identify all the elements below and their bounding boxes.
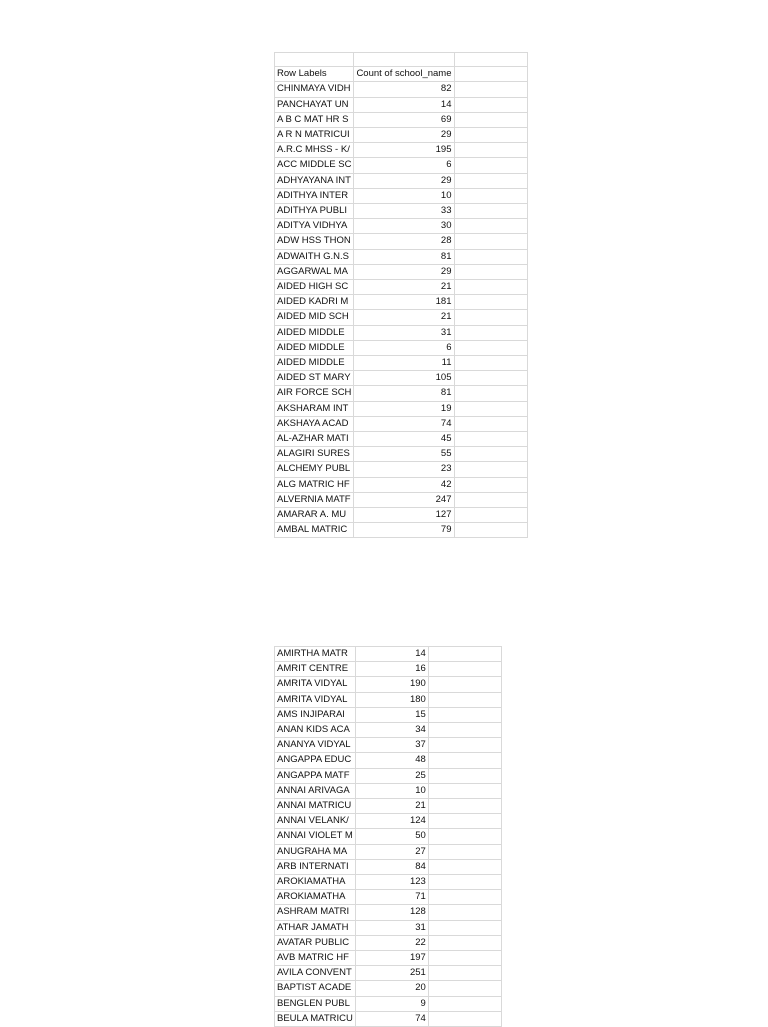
count-cell: 6	[354, 158, 454, 173]
school-name-cell: A R N MATRICUI	[275, 128, 354, 143]
school-name-cell: PANCHAYAT UN	[275, 97, 354, 112]
school-name-cell: AMRIT CENTRE	[275, 662, 356, 677]
table-row	[275, 97, 528, 112]
school-name-cell: A.R.C MHSS - K/	[275, 143, 354, 158]
table-row	[275, 416, 528, 431]
count-cell: 81	[354, 386, 454, 401]
count-cell: 31	[355, 920, 428, 935]
count-cell: 31	[354, 325, 454, 340]
count-cell: 123	[355, 875, 428, 890]
count-cell: 22	[355, 935, 428, 950]
school-name-cell: ARB INTERNATI	[275, 859, 356, 874]
count-cell: 48	[355, 753, 428, 768]
count-cell: 29	[354, 128, 454, 143]
school-name-cell: ALVERNIA MATF	[275, 492, 354, 507]
count-cell: 29	[354, 173, 454, 188]
empty-cell	[454, 523, 527, 538]
empty-cell	[428, 981, 501, 996]
empty-cell	[454, 462, 527, 477]
empty-cell	[454, 264, 527, 279]
school-name-cell: AKSHAYA ACAD	[275, 416, 354, 431]
school-name-cell: AIDED KADRI M	[275, 295, 354, 310]
count-cell: 37	[355, 738, 428, 753]
table-row	[275, 401, 528, 416]
school-name-cell: AMS INJIPARAI	[275, 707, 356, 722]
table-row	[275, 340, 528, 355]
empty-cell	[454, 325, 527, 340]
table-row	[275, 707, 502, 722]
table-row	[275, 492, 528, 507]
count-cell: 11	[354, 356, 454, 371]
school-name-cell: ANGAPPA MATF	[275, 768, 356, 783]
count-cell: 181	[354, 295, 454, 310]
school-name-cell: ACC MIDDLE SC	[275, 158, 354, 173]
empty-cell	[454, 356, 527, 371]
table-row	[275, 783, 502, 798]
empty-cell	[454, 447, 527, 462]
count-cell: 10	[354, 188, 454, 203]
count-cell: 69	[354, 112, 454, 127]
count-cell: 21	[354, 310, 454, 325]
count-cell: 45	[354, 432, 454, 447]
school-name-cell: AVILA CONVENT	[275, 966, 356, 981]
school-name-cell: AROKIAMATHA	[275, 875, 356, 890]
empty-cell	[428, 647, 501, 662]
count-cell: 251	[355, 966, 428, 981]
school-name-cell: ANNAI VELANK/	[275, 814, 356, 829]
empty-cell	[454, 204, 527, 219]
table-row	[275, 477, 528, 492]
table-row	[275, 280, 528, 295]
school-name-cell: ADITHYA PUBLI	[275, 204, 354, 219]
table-row	[275, 82, 528, 97]
empty-cell	[428, 859, 501, 874]
count-cell: 33	[354, 204, 454, 219]
table-row	[275, 219, 528, 234]
empty-cell	[428, 738, 501, 753]
count-cell: 79	[354, 523, 454, 538]
table-row	[275, 128, 528, 143]
blank-row	[275, 53, 528, 67]
school-name-cell: ADWAITH G.N.S	[275, 249, 354, 264]
pivot-table-bottom	[274, 646, 502, 1027]
header-row	[275, 67, 528, 82]
school-name-cell: A B C MAT HR S	[275, 112, 354, 127]
count-cell: 20	[355, 981, 428, 996]
empty-cell	[428, 996, 501, 1011]
table-row	[275, 310, 528, 325]
empty-cell	[454, 173, 527, 188]
school-name-cell: CHINMAYA VIDH	[275, 82, 354, 97]
school-name-cell: AGGARWAL MA	[275, 264, 354, 279]
count-cell: 84	[355, 859, 428, 874]
school-name-cell: AIDED HIGH SC	[275, 280, 354, 295]
empty-cell	[428, 875, 501, 890]
table-row	[275, 966, 502, 981]
empty-cell	[428, 1011, 501, 1026]
count-cell: 190	[355, 677, 428, 692]
count-cell: 105	[354, 371, 454, 386]
pivot-table-top	[274, 52, 528, 538]
table-row	[275, 768, 502, 783]
school-name-cell: ADITHYA INTER	[275, 188, 354, 203]
empty-cell	[454, 249, 527, 264]
table-row	[275, 295, 528, 310]
empty-cell	[428, 662, 501, 677]
count-cell: 128	[355, 905, 428, 920]
school-name-cell: ALAGIRI SURES	[275, 447, 354, 462]
school-name-cell: ALCHEMY PUBL	[275, 462, 354, 477]
empty-cell	[454, 386, 527, 401]
count-cell: 29	[354, 264, 454, 279]
empty-cell	[454, 67, 527, 82]
empty-cell	[454, 477, 527, 492]
school-name-cell: ANNAI VIOLET M	[275, 829, 356, 844]
empty-cell	[428, 905, 501, 920]
count-cell: 34	[355, 723, 428, 738]
table-row	[275, 173, 528, 188]
school-name-cell: AIDED ST MARY	[275, 371, 354, 386]
school-name-cell: AVATAR PUBLIC	[275, 935, 356, 950]
empty-cell	[454, 112, 527, 127]
table-row	[275, 905, 502, 920]
count-cell: 16	[355, 662, 428, 677]
table-row	[275, 844, 502, 859]
table-row	[275, 447, 528, 462]
count-cell: 10	[355, 783, 428, 798]
school-name-cell: ATHAR JAMATH	[275, 920, 356, 935]
school-name-cell: ANAN KIDS ACA	[275, 723, 356, 738]
empty-cell	[428, 692, 501, 707]
table-row	[275, 814, 502, 829]
school-name-cell: AIDED MIDDLE	[275, 340, 354, 355]
empty-cell	[454, 340, 527, 355]
table-row	[275, 920, 502, 935]
empty-cell	[428, 723, 501, 738]
blank-cell	[454, 53, 527, 67]
school-name-cell: AMBAL MATRIC	[275, 523, 354, 538]
table-row	[275, 264, 528, 279]
empty-cell	[428, 829, 501, 844]
count-cell: 27	[355, 844, 428, 859]
count-cell: 42	[354, 477, 454, 492]
school-name-cell: ADITYA VIDHYA	[275, 219, 354, 234]
count-cell: 15	[355, 707, 428, 722]
count-cell: 81	[354, 249, 454, 264]
table-row	[275, 249, 528, 264]
count-cell: 74	[354, 416, 454, 431]
school-name-cell: ANUGRAHA MA	[275, 844, 356, 859]
count-cell: 28	[354, 234, 454, 249]
table-row	[275, 753, 502, 768]
empty-cell	[454, 97, 527, 112]
school-name-cell: ANNAI MATRICU	[275, 799, 356, 814]
empty-cell	[428, 966, 501, 981]
empty-cell	[454, 82, 527, 97]
school-name-cell: AIR FORCE SCH	[275, 386, 354, 401]
count-cell: 19	[354, 401, 454, 416]
school-name-cell: ANNAI ARIVAGA	[275, 783, 356, 798]
count-cell: 127	[354, 508, 454, 523]
table-row	[275, 996, 502, 1011]
empty-cell	[454, 432, 527, 447]
school-name-cell: ANGAPPA EDUC	[275, 753, 356, 768]
table-row	[275, 462, 528, 477]
empty-cell	[454, 158, 527, 173]
school-name-cell: ADW HSS THON	[275, 234, 354, 249]
empty-cell	[454, 401, 527, 416]
count-cell: 21	[354, 280, 454, 295]
blank-cell	[354, 53, 454, 67]
empty-cell	[428, 753, 501, 768]
empty-cell	[428, 677, 501, 692]
table-row	[275, 677, 502, 692]
empty-cell	[428, 768, 501, 783]
table-row	[275, 935, 502, 950]
school-name-cell: AIDED MIDDLE	[275, 356, 354, 371]
table-row	[275, 356, 528, 371]
count-cell: 74	[355, 1011, 428, 1026]
table-row	[275, 951, 502, 966]
empty-cell	[428, 951, 501, 966]
empty-cell	[428, 890, 501, 905]
table-row	[275, 662, 502, 677]
empty-cell	[454, 371, 527, 386]
empty-cell	[454, 508, 527, 523]
empty-cell	[454, 143, 527, 158]
table-row	[275, 112, 528, 127]
empty-cell	[428, 783, 501, 798]
school-name-cell: AROKIAMATHA	[275, 890, 356, 905]
table-row	[275, 859, 502, 874]
school-name-cell: ANANYA VIDYAL	[275, 738, 356, 753]
empty-cell	[454, 128, 527, 143]
empty-cell	[454, 310, 527, 325]
table-row	[275, 325, 528, 340]
count-cell: 197	[355, 951, 428, 966]
table-row	[275, 371, 528, 386]
table-row	[275, 523, 528, 538]
table-row	[275, 204, 528, 219]
empty-cell	[454, 295, 527, 310]
table-row	[275, 234, 528, 249]
school-name-cell: BEULA MATRICU	[275, 1011, 356, 1026]
count-cell: 247	[354, 492, 454, 507]
table-row	[275, 647, 502, 662]
count-cell: 82	[354, 82, 454, 97]
empty-cell	[454, 234, 527, 249]
count-cell: 23	[354, 462, 454, 477]
count-cell: 30	[354, 219, 454, 234]
row-labels-header: Row Labels	[275, 67, 354, 82]
count-header: Count of school_name	[354, 67, 454, 82]
empty-cell	[428, 920, 501, 935]
table-row	[275, 829, 502, 844]
table-row	[275, 875, 502, 890]
empty-cell	[454, 188, 527, 203]
count-cell: 21	[355, 799, 428, 814]
table-row	[275, 188, 528, 203]
empty-cell	[454, 280, 527, 295]
table-row	[275, 981, 502, 996]
empty-cell	[428, 814, 501, 829]
table-row	[275, 692, 502, 707]
school-name-cell: AMARAR A. MU	[275, 508, 354, 523]
empty-cell	[428, 844, 501, 859]
empty-cell	[428, 799, 501, 814]
empty-cell	[454, 492, 527, 507]
count-cell: 14	[354, 97, 454, 112]
school-name-cell: BAPTIST ACADE	[275, 981, 356, 996]
empty-cell	[428, 707, 501, 722]
table-row	[275, 723, 502, 738]
count-cell: 25	[355, 768, 428, 783]
count-cell: 71	[355, 890, 428, 905]
empty-cell	[454, 416, 527, 431]
school-name-cell: AMRITA VIDYAL	[275, 677, 356, 692]
empty-cell	[454, 219, 527, 234]
count-cell: 9	[355, 996, 428, 1011]
table-row	[275, 158, 528, 173]
table-row	[275, 143, 528, 158]
blank-cell	[275, 53, 354, 67]
count-cell: 195	[354, 143, 454, 158]
count-cell: 50	[355, 829, 428, 844]
school-name-cell: AMRITA VIDYAL	[275, 692, 356, 707]
school-name-cell: AKSHARAM INT	[275, 401, 354, 416]
table-row	[275, 799, 502, 814]
count-cell: 55	[354, 447, 454, 462]
school-name-cell: AVB MATRIC HF	[275, 951, 356, 966]
school-name-cell: AIDED MID SCH	[275, 310, 354, 325]
table-row	[275, 386, 528, 401]
count-cell: 6	[354, 340, 454, 355]
table-row	[275, 890, 502, 905]
school-name-cell: ADHYAYANA INT	[275, 173, 354, 188]
count-cell: 124	[355, 814, 428, 829]
school-name-cell: AL-AZHAR MATI	[275, 432, 354, 447]
school-name-cell: AIDED MIDDLE	[275, 325, 354, 340]
table-row	[275, 738, 502, 753]
table-row	[275, 508, 528, 523]
count-cell: 180	[355, 692, 428, 707]
table-row	[275, 432, 528, 447]
school-name-cell: AMIRTHA MATR	[275, 647, 356, 662]
school-name-cell: ASHRAM MATRI	[275, 905, 356, 920]
empty-cell	[428, 935, 501, 950]
count-cell: 14	[355, 647, 428, 662]
table-row	[275, 1011, 502, 1026]
school-name-cell: ALG MATRIC HF	[275, 477, 354, 492]
school-name-cell: BENGLEN PUBL	[275, 996, 356, 1011]
